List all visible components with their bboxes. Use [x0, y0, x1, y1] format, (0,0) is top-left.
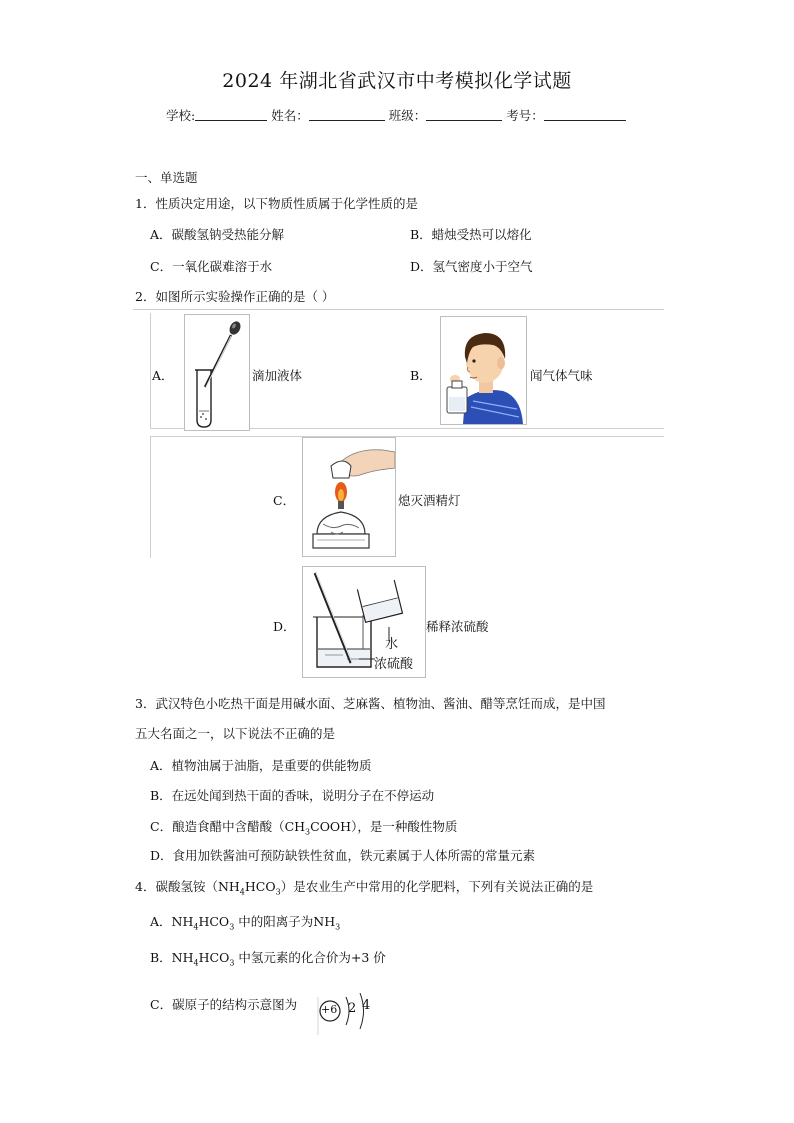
q4-b-3: 中氢元素的化合价为+3 价	[234, 950, 386, 965]
carbon-atom-diagram	[316, 993, 376, 1035]
q4-stem-3: ）是农业生产中常用的化学肥料，下列有关说法正确的是	[280, 879, 594, 894]
q1-option-d: D．氢气密度小于空气	[410, 259, 533, 274]
q2-option-a-caption: 滴加液体	[252, 368, 303, 383]
q2-option-b-letter: B．	[410, 368, 432, 383]
q4-b-1: B．NH	[150, 950, 194, 965]
q2-option-d-caption: 稀释浓硫酸	[426, 619, 489, 634]
q3-option-a: A．植物油属于油脂，是重要的供能物质	[150, 758, 372, 773]
concentrated-acid-label: 浓硫酸	[374, 657, 414, 672]
q2-option-d-letter: D．	[273, 619, 296, 634]
class-blank	[426, 106, 502, 121]
boy-smelling-bottle-icon	[441, 317, 526, 424]
q4-option-a	[150, 912, 340, 932]
q4-b-sub2: 3	[229, 958, 235, 968]
q4-stem	[135, 877, 593, 897]
page-title: 2024 年湖北省武汉市中考模拟化学试题	[222, 70, 572, 92]
q4-stem-1: 4．碳酸氢铵（NH	[135, 879, 240, 894]
q4-b-sub1: 4	[193, 958, 199, 968]
atom-shell1-label: 2	[348, 1001, 357, 1016]
q2-stem: 2．如图所示实验操作正确的是（ ）	[135, 289, 335, 304]
water-label: 水	[385, 637, 399, 652]
alcohol-lamp-cap-icon	[303, 438, 395, 556]
dropper-test-tube-icon	[185, 315, 249, 430]
q3-option-d: D．食用加铁酱油可预防缺铁性贫血，铁元素属于人体所需的常量元素	[150, 848, 536, 863]
q1-option-c: C．一氧化碳难溶于水	[150, 259, 273, 274]
dropper-image	[184, 314, 250, 431]
school-label: 学校:	[166, 108, 196, 123]
q3-stem-line1: 3．武汉特色小吃热干面是用碱水面、芝麻酱、植物油、酱油、醋等烹饪而成，是中国	[135, 696, 606, 711]
q3-c-text-2: COOH），是一种酸性物质	[310, 819, 458, 834]
q2-option-a-letter: A．	[152, 368, 174, 383]
q2-frame-mid-2	[150, 436, 664, 437]
q4-a-sub1: 4	[193, 922, 199, 932]
q4-stem-sub1: 4	[239, 887, 245, 897]
q1-option-a: A．碳酸氢钠受热能分解	[150, 227, 285, 242]
q4-a-1: A．NH	[150, 914, 194, 929]
q4-b-2: HCO	[198, 950, 230, 965]
q4-stem-sub2: 3	[275, 887, 281, 897]
q3-c-text-1: C．酿造食醋中含醋酸（CH	[150, 819, 306, 834]
q4-a-3: 中的阳离子为NH	[234, 914, 336, 929]
q2-frame-left-1	[150, 313, 151, 428]
student-info-row	[166, 106, 626, 124]
section-heading: 一、单选题	[135, 170, 198, 185]
name-label: 姓名：	[271, 108, 309, 123]
atom-shell2-label: 4	[362, 998, 371, 1013]
q4-stem-2: HCO	[244, 879, 276, 894]
q1-stem: 1．性质决定用途，以下物质性质属于化学性质的是	[135, 196, 418, 211]
q2-option-b-caption: 闻气体气味	[530, 368, 593, 383]
q3-c-sub: 3	[305, 827, 311, 837]
smelling-gas-image	[440, 316, 527, 425]
q4-a-2: HCO	[198, 914, 230, 929]
q1-option-b: B．蜡烛受热可以熔化	[410, 227, 532, 242]
q2-frame-top	[133, 309, 664, 310]
q4-option-b	[150, 948, 386, 968]
school-blank	[195, 106, 267, 121]
q4-option-c: C．碳原子的结构示意图为	[150, 997, 298, 1012]
name-blank	[309, 106, 385, 121]
q2-option-c-caption: 熄灭酒精灯	[398, 493, 461, 508]
atom-nucleus-label: +6	[321, 1003, 338, 1016]
q3-option-c	[150, 817, 457, 837]
exam-number-label: 考号：	[506, 108, 544, 123]
q3-option-b: B．在远处闻到热干面的香味，说明分子在不停运动	[150, 788, 435, 803]
q4-a-sub2: 3	[229, 922, 235, 932]
q3-stem-line2: 五大名面之一，以下说法不正确的是	[135, 726, 336, 741]
exam-number-blank	[544, 106, 626, 121]
class-label: 班级：	[388, 108, 427, 123]
alcohol-lamp-image	[302, 437, 396, 557]
q2-option-c-letter: C．	[273, 493, 296, 508]
q2-frame-left-2	[150, 436, 151, 558]
q4-a-sub3: 3	[335, 922, 341, 932]
